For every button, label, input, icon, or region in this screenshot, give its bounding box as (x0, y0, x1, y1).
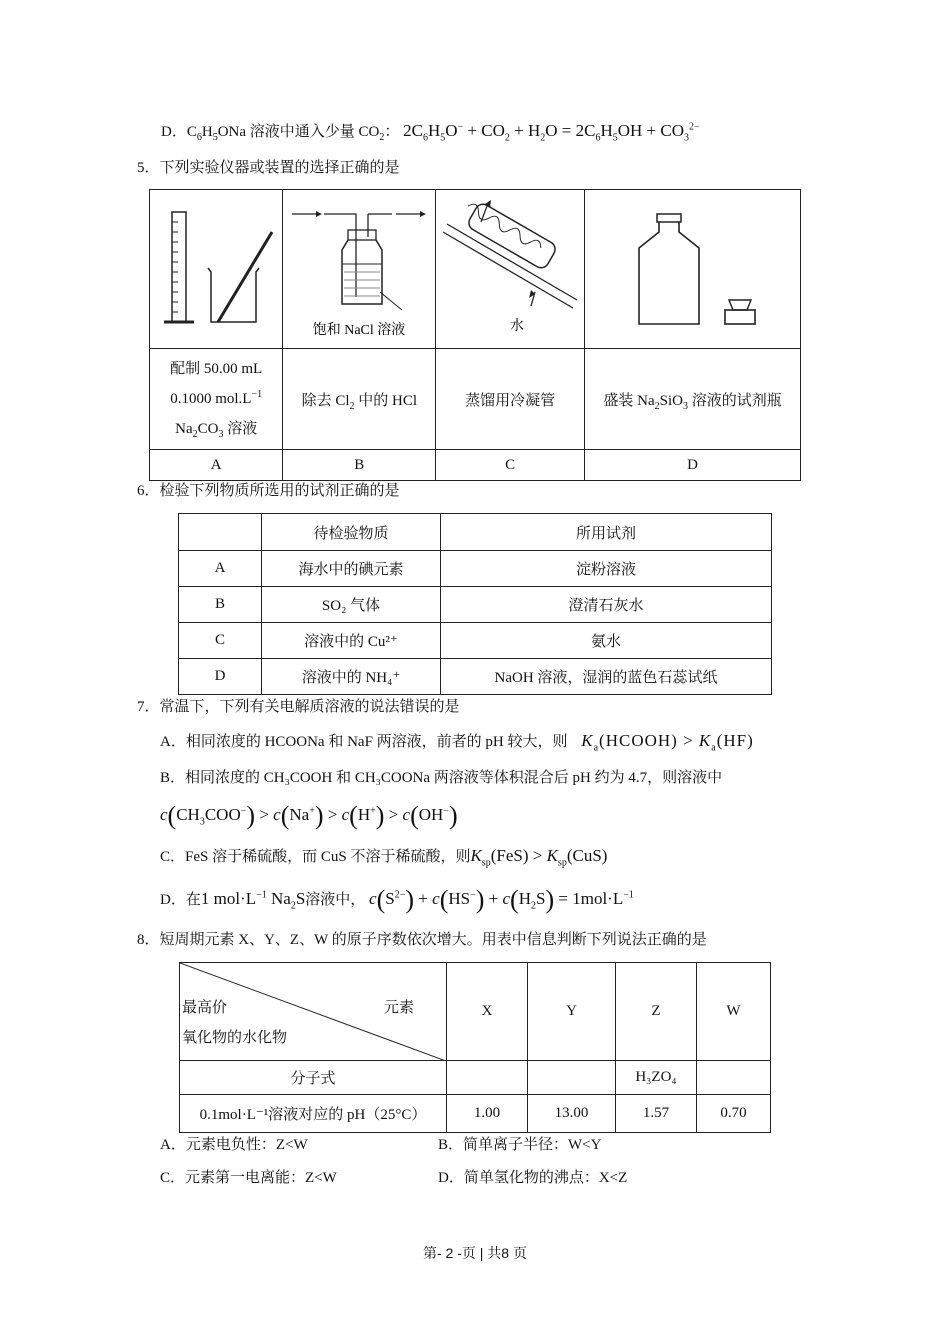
q6-stem: 6．检验下列物质所选用的试剂正确的是 (137, 483, 400, 499)
q8-row2-cell: 0.70 (697, 1095, 771, 1133)
q8-row1-cell: H₃ZO₄ (616, 1061, 697, 1095)
q5-letter-b: B (283, 450, 436, 481)
q8-row2-label: 0.1mol·L⁻¹溶液对应的 pH（25°C） (180, 1095, 447, 1133)
q6-row-reagent: 淀粉溶液 (441, 551, 772, 587)
q6-row-label: C (179, 623, 262, 659)
q4-option-d: D．$C_6H_5ONa$ 溶液中通入少量 $CO_2$： $2C_6H_5O^- + CO_2 + H_2O = 2C_6H_5OH + CO_3^{2-}$ (161, 121, 700, 144)
q8-element-w: W (697, 963, 771, 1061)
q6-row-label: B (179, 587, 262, 623)
q5-caption-c: 蒸馏用冷凝管 (436, 349, 585, 450)
q5-letter-a: A (150, 450, 283, 481)
q8-element-y: Y (528, 963, 616, 1061)
q8-option-a: A．元素电负性：Z<W (160, 1137, 308, 1153)
q7-option-a: A．相同浓度的 HCOONa 和 NaF 两溶液，前者的 pH 较大，则 $K_a(HCOOH) > K_a(HF)$ (160, 731, 754, 754)
reagent-bottle-image (585, 190, 801, 349)
q6-header-reagent: 所用试剂 (441, 514, 772, 551)
q4-equation: $2C_6H_5O^- + CO_2 + H_2O = 2C_6H_5OH + CO_3^{2-}$ (403, 121, 700, 144)
q8-row1-cell (528, 1061, 616, 1095)
q5-b-image-label: 饱和 NaCl 溶液 (313, 322, 406, 338)
q8-row2-cell: 1.00 (447, 1095, 528, 1133)
q6-row-reagent: NaOH 溶液，湿润的蓝色石蕊试纸 (441, 659, 772, 695)
q5-caption-d: 盛装 $Na_2SiO_3$ 溶液的试剂瓶 (585, 349, 801, 450)
condenser-image (436, 190, 585, 349)
q6-row-label: A (179, 551, 262, 587)
q6-row-substance: 溶液中的 Cu²⁺ (262, 623, 441, 659)
q6-header-substance: 待检验物质 (262, 514, 441, 551)
q6-row-label: D (179, 659, 262, 695)
q6-header-empty (179, 514, 262, 551)
q7-stem: 7．常温下，下列有关电解质溶液的说法错误的是 (137, 699, 460, 715)
q5-c-image-label: 水 (510, 318, 525, 334)
q5-stem: 5．下列实验仪器或装置的选择正确的是 (137, 160, 400, 176)
q5-table (149, 189, 801, 481)
q8-diag-left2: 氧化物的水化物 (182, 1030, 288, 1046)
q6-row-substance: 海水中的碘元素 (262, 551, 441, 587)
q6-row-substance: SO₂ 气体 (262, 587, 441, 623)
q5-letter-c: C (436, 450, 585, 481)
q7-c-equation: $K_{sp}(FeS) > K_{sp}(CuS)$ (470, 846, 608, 869)
q8-element-x: X (447, 963, 528, 1061)
q8-element-z: Z (616, 963, 697, 1061)
q7-option-b: B．相同浓度的 CH₃COOH 和 CH₃COONa 两溶液等体积混合后 pH 约为 4.7，则溶液中 (160, 770, 723, 786)
q8-option-b: B．简单离子半径：W<Y (438, 1137, 602, 1153)
graduated-cylinder-beaker-image (150, 190, 283, 349)
q6-row-reagent: 氨水 (441, 623, 772, 659)
q7-option-d: D．在1 $mol\cdot L^{-1}$ $Na_2S$溶液中， $c(S^{2-}) + c(HS^-) + c(H_2S) = 1mol\cdot L^{-1}$ (160, 885, 634, 914)
q8-diag-top: 元素 (384, 1000, 415, 1016)
q7-b-equation: $c(CH_3COO^-) > c(Na^+) > c(H^+) > c(OH^-)$ (160, 801, 458, 830)
q5-caption-a: 配制 50.00 mL 0.1000 $mol.L^{-1}$ $Na_2CO_3$ 溶液 (150, 349, 283, 450)
page-footer: 第- 2 -页 | 共8 页 (423, 1245, 527, 1261)
q6-row-substance: 溶液中的 NH₄⁺ (262, 659, 441, 695)
q8-row2-cell: 13.00 (528, 1095, 616, 1133)
q8-diag-left1: 最高价 (182, 1000, 228, 1016)
q6-row-reagent: 澄清石灰水 (441, 587, 772, 623)
q8-option-c: C．元素第一电离能：Z<W (160, 1170, 337, 1186)
q8-row1-cell (447, 1061, 528, 1095)
q8-diagonal-header (180, 963, 447, 1061)
q7-a-equation: $K_a(HCOOH) > K_a(HF)$ (581, 731, 754, 754)
q7-d-equation: $c(S^{2-}) + c(HS^-) + c(H_2S) = 1mol\cdot L^{-1}$ (369, 885, 634, 914)
q8-stem: 8．短周期元素 X、Y、Z、W 的原子序数依次增大。用表中信息判断下列说法正确的是 (137, 932, 707, 948)
q8-row1-label: 分子式 (180, 1061, 447, 1095)
q5-caption-b: 除去 $Cl_2$ 中的 HCl (283, 349, 436, 450)
q8-option-d: D．简单氢化物的沸点：X<Z (438, 1170, 628, 1186)
gas-washing-bottle-image (283, 190, 436, 349)
q8-row1-cell (697, 1061, 771, 1095)
q7-option-c: C．FeS 溶于稀硫酸，而 CuS 不溶于稀硫酸，则$K_{sp}(FeS) > K_{sp}(CuS)$ (160, 846, 608, 869)
q5-letter-d: D (585, 450, 801, 481)
q8-table (179, 962, 771, 1133)
q6-table (178, 513, 772, 695)
q8-row2-cell: 1.57 (616, 1095, 697, 1133)
